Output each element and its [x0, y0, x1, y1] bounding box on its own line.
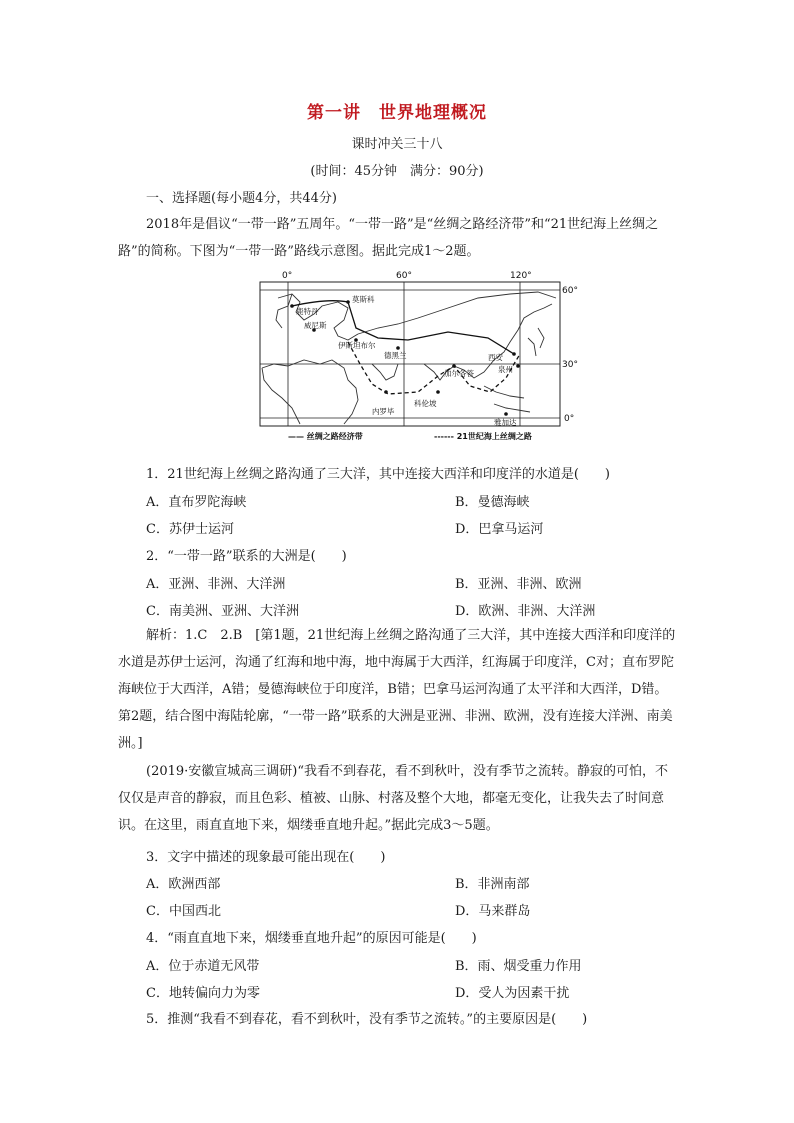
question-2-stem: 2．“一带一路”联系的大洲是( ) [146, 549, 347, 564]
map-svg [248, 268, 578, 442]
question-4-option-d[interactable]: D．受人为因素干扰 [455, 986, 570, 1001]
question-1-stem: 1．21世纪海上丝绸之路沟通了三大洋，其中连接大西洋和印度洋的水道是( ) [146, 467, 610, 482]
question-3-option-a[interactable]: A．欧洲西部 [146, 877, 221, 892]
page-title: 第一讲 世界地理概况 [307, 103, 487, 123]
map-place-label: 德黑兰 [384, 351, 407, 360]
question-1-option-b[interactable]: B．曼德海峡 [455, 495, 530, 510]
question-4-option-c[interactable]: C．地转偏向力为零 [146, 986, 260, 1001]
intro-paragraph-1: 2018年是倡议“一带一路”五周年。“一带一路”是“丝绸之路经济带”和“21世纪海上丝绸之路”的简称。下图为“一带一路”路线示意图。据此完成1～2题。 [118, 217, 659, 259]
question-1-option-a[interactable]: A．直布罗陀海峡 [146, 495, 247, 510]
map-place-label: 加尔各答 [444, 369, 474, 378]
map-lon-label: 120° [510, 271, 532, 281]
map-place-label: 莫斯科 [352, 295, 375, 304]
question-3-stem: 3．文字中描述的现象最可能出现在( ) [146, 850, 386, 865]
map-place-label: 伊斯坦布尔 [338, 341, 376, 350]
map-lat-label: 30° [562, 360, 578, 370]
question-2-option-d[interactable]: D．欧洲、非洲、大洋洲 [455, 604, 596, 619]
question-4-option-a[interactable]: A．位于赤道无风带 [146, 959, 260, 974]
map-place-label: 科伦坡 [414, 399, 437, 408]
page-subtitle: 课时冲关三十八 [351, 137, 443, 152]
map-place-label: 泉州 [498, 365, 513, 374]
question-3-option-d[interactable]: D．马来群岛 [455, 904, 531, 919]
map-place-label: 西安 [488, 353, 503, 362]
map-lat-label: 60° [562, 286, 578, 296]
question-1-option-d[interactable]: D．巴拿马运河 [455, 522, 544, 537]
time-info: (时间：45分钟 满分：90分) [310, 164, 484, 179]
map-lon-label: 0° [282, 271, 293, 281]
map-lon-label: 60° [396, 271, 412, 281]
question-2-option-b[interactable]: B．亚洲、非洲、欧洲 [455, 577, 582, 592]
legend-sea-route: ------ 21世纪海上丝绸之路 [434, 432, 532, 441]
map-place-label: 雅加达 [494, 418, 517, 427]
legend-land-route: —— 丝绸之路经济带 [288, 432, 363, 441]
intro-paragraph-2: (2019·安徽宣城高三调研)“我看不到春花，看不到秋叶，没有季节之流转。静寂的可怕，不仅仅是声音的静寂，而且色彩、植被、山脉、村落及整个大地，都毫无变化，让我失去了时间意识。在这里，雨直直地下来，烟缕垂直地升起。”据此完成3～5题。 [118, 764, 669, 833]
question-3-option-c[interactable]: C．中国西北 [146, 904, 221, 919]
question-4-option-b[interactable]: B．雨、烟受重力作用 [455, 959, 582, 974]
analysis-paragraph: 解析：1.C 2.B [第1题，21世纪海上丝绸之路沟通了三大洋，其中连接大西洋和印度洋的水道是苏伊士运河，沟通了红海和地中海，地中海属于大西洋，红海属于印度洋，C对；直布罗陀海峡位于大西洋，A错；曼德海峡位于印度洋，B错；巴拿马运河沟通了太平洋和大西洋，D错。第2题，结合图中海陆轮廓，“一带一路”联系的大洲是亚洲、非洲、欧洲，没有连接大洋洲、南美洲。] [118, 628, 676, 751]
map-lat-label: 0° [564, 414, 575, 424]
map-place-label: 威尼斯 [304, 321, 327, 330]
question-5-stem: 5．推测“我看不到春花，看不到秋叶，没有季节之流转。”的主要原因是( ) [146, 1012, 588, 1027]
map-place-label: 内罗毕 [372, 407, 395, 416]
question-3-option-b[interactable]: B．非洲南部 [455, 877, 530, 892]
section-heading: 一、选择题(每小题4分，共44分) [146, 191, 337, 206]
question-2-option-c[interactable]: C．南美洲、亚洲、大洋洲 [146, 604, 299, 619]
belt-road-map [248, 268, 578, 442]
map-place-label: 鹿特丹 [296, 307, 319, 316]
question-1-option-c[interactable]: C．苏伊士运河 [146, 522, 234, 537]
question-2-option-a[interactable]: A．亚洲、非洲、大洋洲 [146, 577, 286, 592]
question-4-stem: 4．“雨直直地下来，烟缕垂直地升起”的原因可能是( ) [146, 931, 477, 946]
